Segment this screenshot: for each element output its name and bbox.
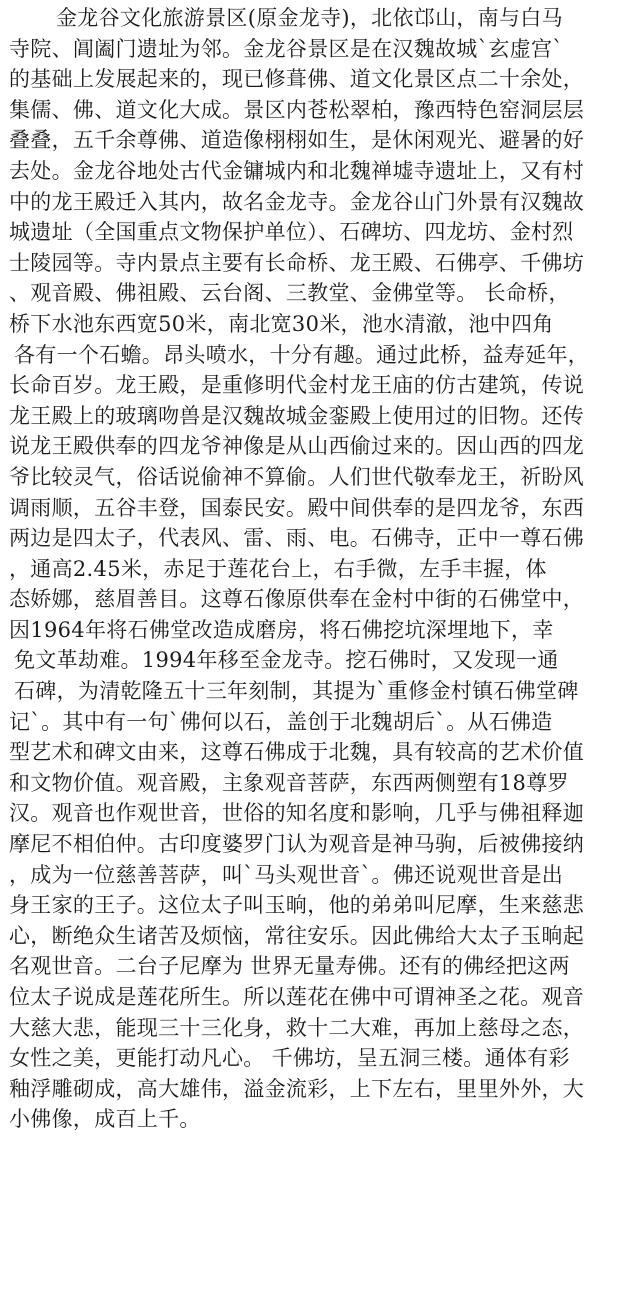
text-line: ，成为一位慈善菩萨，叫`马头观世音`。佛还说观世音是出	[9, 862, 564, 887]
text-line: 去处。金龙谷地处古代金镛城内和北魏禅墟寺遗址上，又有村	[9, 158, 585, 183]
text-line: 士陵园等。寺内景点主要有长命桥、龙王殿、石佛亭、千佛坊	[9, 250, 585, 275]
text-line: 长命百岁。龙王殿，是重修明代金村龙王庙的仿古建筑，传说	[9, 373, 585, 398]
text-line: 中的龙王殿迁入其内，故名金龙寺。金龙谷山门外景有汉魏故	[9, 189, 585, 214]
text-line: 位太子说成是莲花所生。所以莲花在佛中可谓神圣之花。观音	[9, 985, 585, 1009]
text-line: 态娇娜，慈眉善目。这尊石像原供奉在金村中街的石佛堂中，	[9, 587, 585, 612]
text-line: 调雨顺，五谷丰登，国泰民安。殿中间供奉的是四龙爷，东西	[9, 495, 585, 520]
text-line: 龙王殿上的玻璃吻兽是汉魏故城金銮殿上使用过的旧物。还传	[9, 403, 585, 428]
text-line: 大慈大悲，能现三十三化身，救十二大难，再加上慈母之态，	[9, 1015, 585, 1040]
text-line: 的基础上发展起来的，现已修葺佛、道文化景区点二十余处，	[9, 67, 585, 92]
text-line: 、观音殿、佛祖殿、云台阁、三教堂、金佛堂等。 长命桥，	[9, 281, 570, 306]
text-line: 说龙王殿供奉的四龙爷神像是从山西偷过来的。因山西的四龙	[9, 434, 585, 459]
text-line: 石碑，为清乾隆五十三年刻制，其提为`重修金村镇石佛堂碑	[14, 679, 579, 704]
text-line: 各有一个石蟾。昂头喷水，十分有趣。通过此桥，益寿延年，	[14, 342, 590, 367]
text-line: 汉。观音也作观世音，世俗的知名度和影响，几乎与佛祖释迦	[9, 801, 585, 826]
text-line: 身王家的王子。这位太子叫玉晌，他的弟弟叫尼摩，生来慈悲	[9, 893, 585, 918]
text-line: 名观世音。二台子尼摩为 世界无量寿佛。还有的佛经把这两	[9, 954, 570, 979]
text-line: ，通高2.45米，赤足于莲花台上，右手微，左手丰握，体	[9, 556, 547, 581]
text-line: 心，断绝众生诸苦及烦恼，常往安乐。因此佛给大太子玉晌起	[9, 923, 585, 948]
text-line: 小佛像，成百上千。	[9, 1107, 201, 1132]
text-line: 釉浮雕砌成，高大雄伟，溢金流彩，上下左右，里里外外，大	[9, 1076, 585, 1101]
text-line: 桥下水池东西宽50米，南北宽30米，池水清澈，池中四角	[9, 311, 554, 336]
text-line: 型艺术和碑文由来，这尊石佛成于北魏，具有较高的艺术价值	[9, 740, 585, 765]
text-line: 和文物价值。观音殿，主象观音菩萨，东西两侧塑有18尊罗	[9, 770, 569, 795]
text-line: 因1964年将石佛堂改造成磨房，将石佛挖坑深埋地下，幸	[9, 617, 554, 642]
text-line: 叠叠，五千余尊佛、道造像栩栩如生，是休闲观光、避暑的好	[9, 128, 585, 153]
text-line: 记`。其中有一句`佛何以石，盖创于北魏胡后`。从石佛造	[9, 709, 553, 734]
text-line: 金龙谷文化旅游景区(原金龙寺)，北依邙山，南与白马	[56, 6, 563, 30]
text-line: 两边是四太子，代表风、雷、雨、电。石佛寺，正中一尊石佛	[9, 526, 585, 551]
text-line: 免文革劫难。1994年移至金龙寺。挖石佛时，又发现一通	[14, 648, 559, 673]
text-line: 集儒、佛、道文化大成。景区内苍松翠柏，豫西特色窑洞层层	[9, 97, 585, 122]
text-line: 寺院、阊阖门遗址为邻。金龙谷景区是在汉魏故城`玄虚宫`	[9, 36, 564, 61]
text-line: 女性之美，更能打动凡心。 千佛坊，呈五洞三楼。通体有彩	[9, 1046, 570, 1071]
text-line: 爷比较灵气，俗话说偷神不算偷。人们世代敬奉龙王，祈盼风	[9, 464, 585, 489]
text-line: 城遗址（全国重点文物保护单位）、石碑坊、四龙坊、金村烈	[9, 220, 574, 245]
text-line: 摩尼不相伯仲。古印度婆罗门认为观音是神马驹，后被佛接纳	[9, 832, 585, 857]
